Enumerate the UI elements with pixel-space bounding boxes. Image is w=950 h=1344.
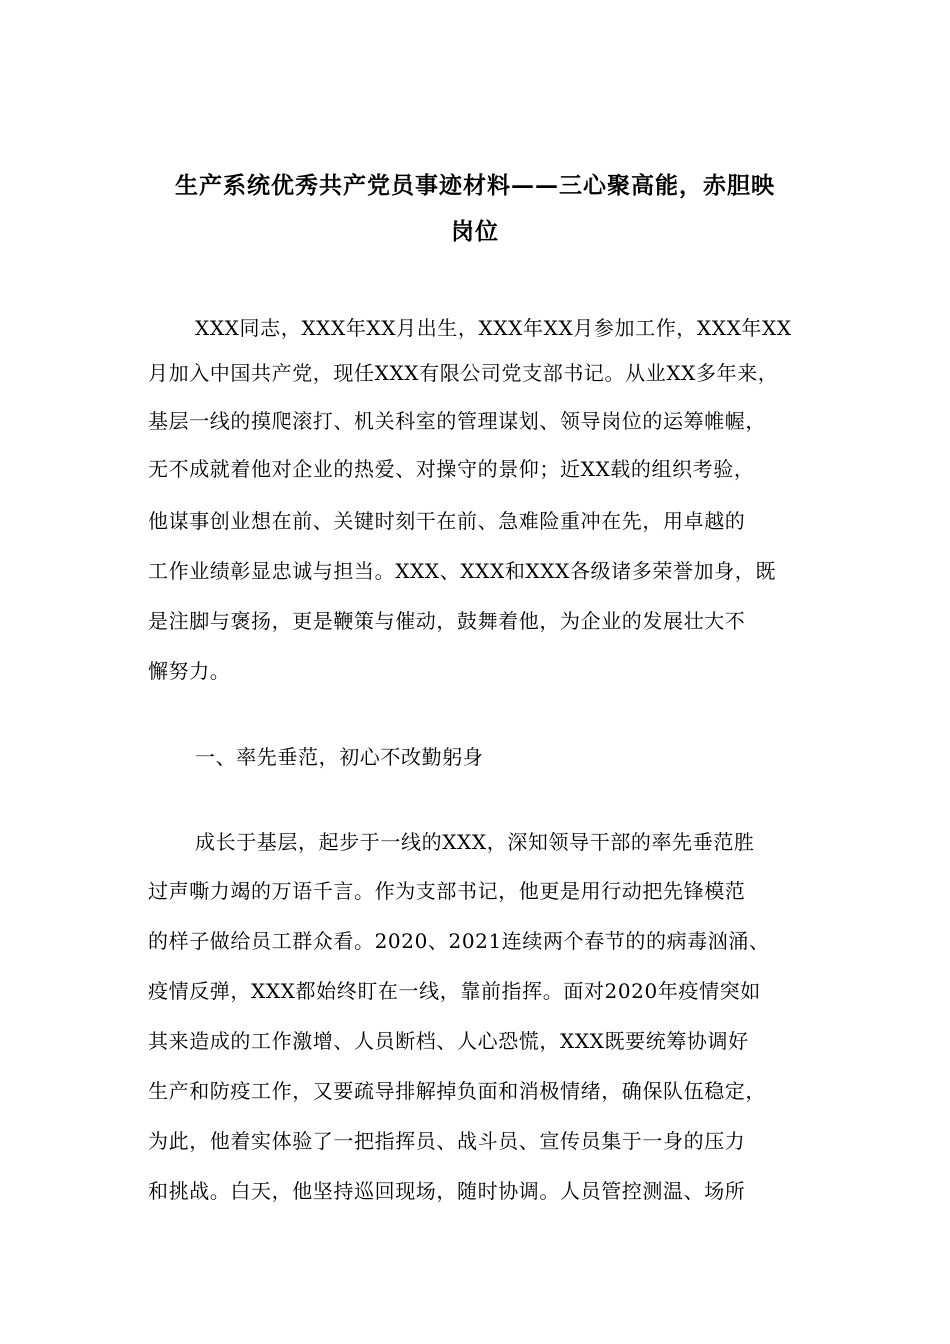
title-line: 生产系统优秀共产党员事迹材料——三心聚高能，赤胆映: [175, 172, 775, 199]
paragraph-2-line: 成长于基层，起步于一线的XXX，深知领导干部的率先垂范胜: [195, 830, 755, 854]
section-heading: 一、率先垂范，初心不改勤躬身: [195, 745, 484, 769]
paragraph-2-line: 的样子做给员工群众看。2020、2021连续两个春节的的病毒汹涌、: [148, 929, 770, 953]
paragraph-2-line: 生产和防疫工作，又要疏导排解掉负面和消极情绪，确保队伍稳定，: [148, 1079, 766, 1103]
paragraph-1-line: 工作业绩彰显忠诚与担当。XXX、XXX和XXX各级诸多荣誉加身，既: [148, 559, 776, 583]
paragraph-2-line: 为此，他着实体验了一把指挥员、战斗员、宣传员集于一身的压力: [148, 1129, 746, 1153]
paragraph-2-line: 和挑战。白天，他坚持巡回现场，随时协调。人员管控测温、场所: [148, 1179, 746, 1203]
paragraph-1-line: 是注脚与褒扬，更是鞭策与催动，鼓舞着他，为企业的发展壮大不: [148, 609, 746, 633]
paragraph-1-line: 无不成就着他对企业的热爱、对操守的景仰；近XX载的组织考验，: [148, 457, 755, 481]
paragraph-1-line: 懈努力。: [148, 659, 231, 683]
paragraph-1-line: 月加入中国共产党，现任XXX有限公司党支部书记。从业XX多年来，: [148, 361, 779, 385]
paragraph-2-line: 过声嘶力竭的万语千言。作为支部书记，他更是用行动把先锋模范: [148, 879, 746, 903]
paragraph-1-line: 基层一线的摸爬滚打、机关科室的管理谋划、领导岗位的运筹帷幄，: [148, 409, 766, 433]
paragraph-1-line: 他谋事创业想在前、关键时刻干在前、急难险重冲在先，用卓越的: [148, 509, 746, 533]
paragraph-1-line: XXX同志，XXX年XX月出生，XXX年XX月参加工作，XXX年XX: [195, 316, 792, 340]
title-line: 岗位: [451, 218, 499, 245]
paragraph-2-line: 疫情反弹，XXX都始终盯在一线，靠前指挥。面对2020年疫情突如: [148, 979, 761, 1003]
document-title: [130, 163, 820, 255]
paragraph-2-line: 其来造成的工作激增、人员断档、人心恐慌，XXX既要统筹协调好: [148, 1029, 749, 1053]
